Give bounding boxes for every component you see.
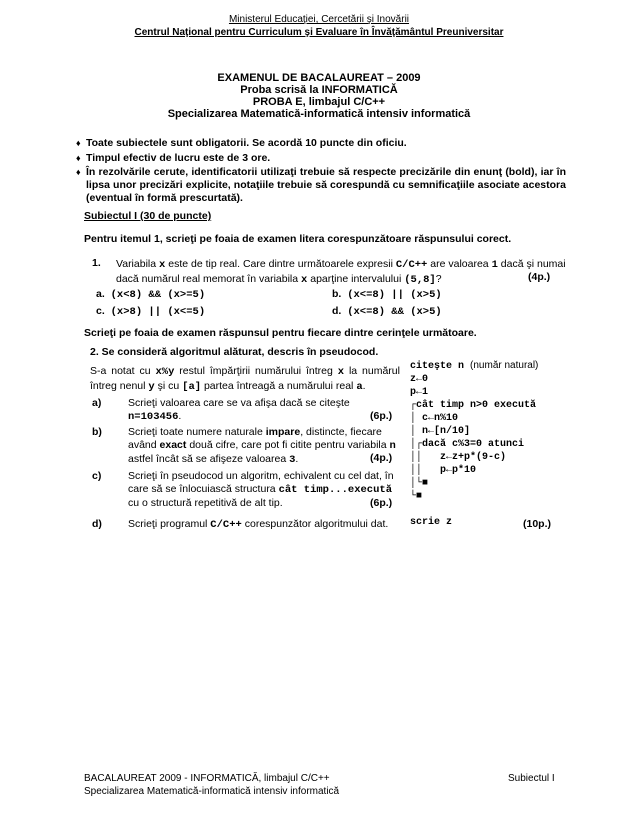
- q2-desc-f: .: [362, 380, 366, 392]
- sub-a-text-1: Scrieţi valoarea care se va afişa dacă se citeşte: [128, 397, 350, 409]
- algo-line-6: │ n←[n/10]: [410, 426, 471, 437]
- option-letter: b.: [332, 288, 342, 300]
- sub-c-label: c): [92, 470, 102, 482]
- q2-description: [90, 364, 400, 394]
- sub-a-text: [128, 397, 398, 424]
- q2-a: a: [356, 381, 363, 393]
- sub-b-text-1: Scrieţi toate numere naturale: [128, 426, 263, 438]
- option-d: [332, 305, 442, 318]
- sub-d-text-2: corespunzător algoritmului dat.: [244, 518, 389, 530]
- q1-text: [116, 257, 566, 287]
- sub-d-code: C/C++: [210, 519, 242, 531]
- algo-line-9: ││ p←p*10: [410, 465, 477, 476]
- option-c: [96, 305, 205, 318]
- q1-options: [96, 288, 566, 326]
- algo-line-8: ││ z←z+p*(9-c): [410, 452, 507, 463]
- q1-text-f: ?: [435, 273, 442, 285]
- sub-b-code-2: 3: [289, 454, 296, 466]
- footer-left-1: BACALAUREAT 2009 - INFORMATICĂ, limbajul C/C++: [84, 773, 330, 784]
- variant-title: PROBA E, limbajul C/C++: [252, 96, 386, 108]
- item1-instructions: Pentru itemul 1, scrieţi pe foaia de examen litera corespunzătoare răspunsului corect.: [84, 233, 512, 245]
- sub-b-code: n: [389, 440, 396, 452]
- algo-line-10: │└■: [410, 478, 429, 489]
- sub-a-points: (6p.): [370, 410, 393, 422]
- sub-c-code: cât timp...execută: [278, 484, 392, 496]
- q2-floor: [a]: [182, 381, 202, 393]
- q1-var2: x: [301, 274, 308, 286]
- option-b: [332, 288, 442, 301]
- q1-text-a: Variabila: [116, 258, 159, 270]
- option-letter: c.: [96, 305, 105, 317]
- algo-line-1: citeşte n: [410, 361, 465, 372]
- q2-mod: x%y: [155, 366, 175, 378]
- q2-desc-b: restul împărţirii numărului întreg: [174, 365, 338, 377]
- option-expr: (x<=8) || (x>5): [347, 289, 442, 301]
- sub-b-text-4: astfel încât să se afişeze valoarea: [128, 453, 287, 465]
- algo-line-12: scrie z: [410, 517, 453, 528]
- q1-text-b: este de tip real. Care dintre următoarele expresii: [165, 258, 396, 270]
- test-title: Proba scrisă la INFORMATICĂ: [240, 84, 398, 96]
- q1-text-c: are valoarea: [427, 258, 492, 270]
- diamond-bullet-icon: ♦: [76, 153, 81, 163]
- diamond-bullet-icon: ♦: [76, 138, 81, 148]
- rule-3: [76, 166, 566, 205]
- item2-instructions: Scrieţi pe foaia de examen răspunsul pentru fiecare dintre cerinţele următoare.: [84, 327, 477, 339]
- q1-text-e: aparţine intervalului: [307, 273, 405, 285]
- algo-line-3: p←1: [410, 387, 429, 398]
- option-expr: (x<=8) && (x>5): [347, 306, 442, 318]
- footer-right: Subiectul I: [508, 773, 555, 784]
- q2-desc-d: şi cu: [154, 380, 183, 392]
- subject-title: Subiectul I (30 de puncte): [84, 210, 212, 222]
- q2-desc-c: la numărul întreg nenul: [90, 365, 400, 392]
- rule-1: [76, 137, 566, 150]
- sub-c-points: (6p.): [370, 497, 393, 509]
- sub-d-text: [128, 518, 388, 531]
- exam-title: EXAMENUL DE BACALAUREAT – 2009: [217, 72, 421, 84]
- option-a: [96, 288, 205, 301]
- sub-c-text-1: Scrieţi în pseudocod un algoritm, echivalent cu cel dat, în care să se înlocuiască structura: [128, 470, 394, 495]
- sub-b-text: [128, 426, 398, 467]
- ministry-header: Ministerul Educaţiei, Cercetării şi Inovării: [228, 14, 410, 25]
- sub-d-points: (10p.): [523, 518, 552, 530]
- q1-interval: (5,8]: [404, 274, 436, 286]
- q1-number: 1.: [92, 257, 101, 269]
- option-letter: d.: [332, 305, 342, 317]
- sub-b-label: b): [92, 426, 102, 438]
- q2-y: y: [148, 381, 155, 393]
- algo-line-5: │ c←n%10: [410, 413, 459, 424]
- rule-3-text: În rezolvările cerute, identificatorii utilizaţi trebuie să respecte precizările din enunţ (bold), iar în lipsa unor precizări explicite, notaţiile trebuie să corespundă cu semnificaţiile asociate acestora (eventual în formă prescurtată).: [86, 166, 566, 204]
- q2-x: x: [337, 366, 345, 378]
- center-header: Centrul Naţional pentru Curriculum şi Evaluare în Învăţământul Preuniversitar: [134, 27, 504, 38]
- rule-2: [76, 152, 566, 165]
- algo-line-7: │┌dacă c%3=0 atunci: [410, 439, 525, 450]
- option-expr: (x<8) && (x>=5): [110, 289, 206, 301]
- algo-line-1-comment: (număr natural): [470, 360, 539, 371]
- sub-b-bold: impare: [265, 426, 301, 438]
- sub-c-text: [128, 470, 398, 510]
- q2-desc-a: S-a notat cu: [90, 365, 156, 377]
- sub-b-text-2: , distincte, fiecare având: [128, 426, 382, 451]
- sub-a-label: a): [92, 397, 102, 409]
- q2-heading: 2. Se consideră algoritmul alăturat, descris în pseudocod.: [90, 346, 379, 358]
- sub-b-points: (4p.): [370, 452, 393, 464]
- algo-line-2: z←0: [410, 374, 429, 385]
- q1-one: 1: [491, 259, 498, 271]
- option-expr: (x>8) || (x<=5): [110, 306, 206, 318]
- footer-left-2: Specializarea Matematică-informatică intensiv informatică: [84, 786, 340, 797]
- algorithm-block: [410, 346, 538, 529]
- option-letter: a.: [96, 288, 105, 300]
- rule-2-text: Timpul efectiv de lucru este de 3 ore.: [86, 152, 271, 164]
- sub-b-text-3: două cifre, care pot fi citite pentru variabila: [189, 439, 387, 451]
- q1-lang: C/C++: [395, 259, 428, 271]
- algo-line-4: ┌cât timp n>0 execută: [410, 400, 537, 411]
- sub-b-bold-2: exact: [159, 439, 187, 451]
- spec-title: Specializarea Matematică-informatică intensiv informatică: [167, 108, 471, 120]
- rule-1-text: Toate subiectele sunt obligatorii. Se acordă 10 puncte din oficiu.: [86, 137, 407, 149]
- sub-d-text-1: Scrieţi programul: [128, 518, 208, 530]
- q1-text-d: dacă şi numai dacă numărul real memorat în variabila: [116, 258, 566, 285]
- q1-points: (4p.): [528, 271, 551, 283]
- sub-a-text-2: .: [178, 410, 182, 422]
- algo-line-11: └■: [410, 491, 423, 502]
- sub-b-text-5: .: [295, 453, 299, 465]
- sub-a-code: n=103456: [128, 411, 179, 423]
- sub-c-text-2: cu o structură repetitivă de alt tip.: [128, 497, 283, 509]
- q2-desc-e: partea întreagă a numărului real: [201, 380, 357, 392]
- q1-var: x: [159, 259, 166, 271]
- sub-d-label: d): [92, 518, 102, 530]
- diamond-bullet-icon: ♦: [76, 167, 81, 177]
